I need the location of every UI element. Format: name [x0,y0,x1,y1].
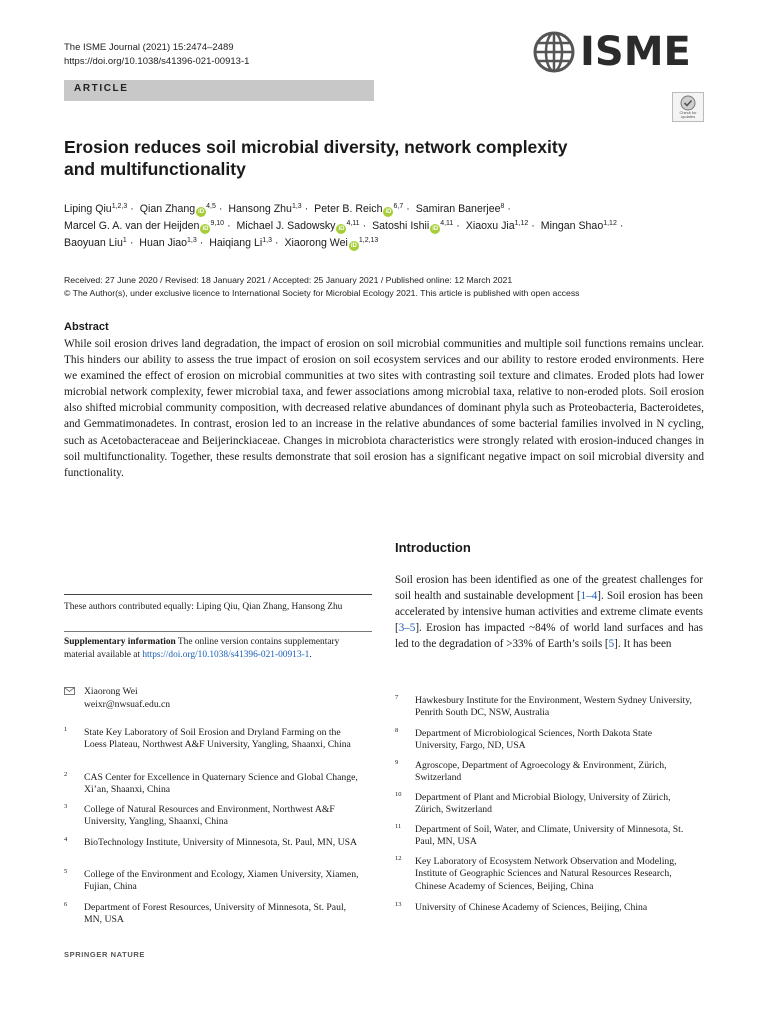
footnote-divider [64,631,372,632]
author[interactable]: Liping Qiu$^{1,2,3}$ [64,203,128,215]
abstract-heading: Abstract [64,321,109,333]
journal-header [64,41,249,69]
orcid-icon[interactable]: iD [338,226,345,232]
author[interactable]: Huan Jiao$^{1,3}$ [139,237,197,249]
correspondence [64,685,372,711]
author-line: Marcel G. A. van der Heijden iD$^{9,10}$ · Michael J. Sadowsky iD$^{4,11}$ · Satoshi Ishii iD$^{4,11}$ · Xiaoxu Jia$^{1,12}$ · Mingan Shao$^{1,12}$ · [64,220,624,232]
author[interactable]: Peter B. Reich iD$^{6,7}$ [314,203,404,215]
orcid-icon[interactable]: iD [202,226,209,232]
affiliation: 8 Department of Microbiological Sciences, North Dakota State University, Fargo, ND, USA [395,727,653,752]
logo-wordmark: ISME [580,29,691,75]
affiliation: 4 BioTechnology Institute, University of Minnesota, St. Paul, MN, USA [64,836,357,848]
author-list [64,201,714,252]
article-doi-link[interactable]: https://doi.org/10.1038/s41396-021-00913-1 [64,56,250,67]
isme-logo[interactable] [532,30,707,74]
corresponding-author: Xiaorong Wei [84,686,138,697]
author[interactable]: Mingan Shao$^{1,12}$ [540,220,617,232]
author[interactable]: Haiqiang Li$^{1,3}$ [209,237,272,249]
author[interactable]: Samiran Banerjee$^8$ [415,203,505,215]
envelope-icon [64,687,75,695]
affiliation: 5 College of the Environment and Ecology, Xiamen University, Xiamen, Fujian, China [64,868,359,893]
author[interactable]: Xiaorong Wei iD$^{1,2,13}$ [284,237,379,249]
orcid-icon[interactable]: iD [432,226,439,232]
journal-citation: The ISME Journal (2021) 15:2474–2489 [64,42,234,53]
affiliation: 7 Hawkesbury Institute for the Environment, Western Sydney University, Penrith South DC, NSW, Australia [395,694,692,719]
supplementary-label: Supplementary information [64,637,176,647]
corresponding-email[interactable]: weixr@nwsuaf.edu.cn [84,699,171,710]
affiliation: 3 College of Natural Resources and Environment, Northwest A&F University, Yangling, Shaanxi, China [64,803,335,828]
affiliation: 11 Department of Soil, Water, and Climate, University of Minnesota, St. Paul, MN, USA [395,823,684,848]
supplementary-link[interactable]: https://doi.org/10.1038/s41396-021-00913-1 [142,649,310,660]
author[interactable]: Satoshi Ishii iD$^{4,11}$ [372,220,454,232]
author[interactable]: Marcel G. A. van der Heijden iD$^{9,10}$ [64,220,225,232]
affiliation: 1 State Key Laboratory of Soil Erosion and Dryland Farming on the Loess Plateau, Northwest A&F University, Yangling, Shaanxi, China [64,726,351,751]
equal-contribution-note: These authors contributed equally: Liping Qiu, Qian Zhang, Hansong Zhu [64,602,343,612]
title-line: and multifunctionality [64,159,246,179]
copyright-line: © The Author(s), under exclusive licence to International Society for Microbial Ecology 2021. This article is published with open access [64,288,580,298]
author[interactable]: Qian Zhang iD$^{4,5}$ [139,203,216,215]
title-line: Erosion reduces soil microbial diversity, network complexity [64,137,568,157]
affiliation: 9 Agroscope, Department of Agroecology & Environment, Zürich, Switzerland [395,759,667,784]
article-title [64,136,664,180]
author[interactable]: Hansong Zhu$^{1,3}$ [228,203,302,215]
author[interactable]: Baoyuan Liu$^1$ [64,237,127,249]
affiliation: 10 Department of Plant and Microbial Biology, University of Zürich, Zürich, Switzerland [395,791,671,816]
article-type-label: ARTICLE [74,83,129,94]
crossmark-label: Check for updates [679,110,697,119]
orcid-icon[interactable]: iD [385,209,392,215]
author-line: Liping Qiu$^{1,2,3}$ · Qian Zhang iD$^{4,5}$ · Hansong Zhu$^{1,3}$ · Peter B. Reich iD$^{6,7}$ · Samiran Banerjee$^8$ · [64,203,511,215]
reference-link[interactable]: 3–5 [398,622,416,635]
publication-dates [64,274,724,300]
affiliation: 12 Key Laboratory of Ecosystem Network Observation and Modeling, Institute of Geographic Sciences and Natural Resources Research, Chinese Academy of Sciences, Beijing, China [395,855,677,892]
reference-link[interactable]: 1–4 [580,590,598,603]
crossmark-icon [680,95,696,111]
abstract-text: While soil erosion drives land degradation, the impact of erosion on soil microbial communities and multiple soil functions remains unclear. This hinders our ability to assess the true impact of erosion on soil ecosystem services and our ability to restore eroded environments. Here we examined the effect of erosion on microbial communities at two sites with contrasting soil texture and climates. Eroded plots had lower microbial network complexity, fewer microbial taxa, and fewer associations among microbial taxa, relative to non-eroded plots. Soil erosion also shifted microbial community composition, with decreased relative abundances of dominant phyla such as Proteobacteria, Bacteroidetes, and Gemmatimonadetes. In contrast, erosion led to an increase in the relative abundances of some bacterial families involved in N cycling, such as Acetobacteraceae and Beijerinckiaceae. Changes in microbiota characteristics were strongly related with erosion-induced changes in soil multifunctionality. Together, these results demonstrate that soil erosion has a significant negative impact on soil microbial diversity and functionality. [64,338,704,479]
author[interactable]: Xiaoxu Jia$^{1,12}$ [465,220,529,232]
globe-icon [532,30,576,74]
supplementary-note: Supplementary information The online version contains supplementary material available at https://doi.org/10.1038/s41396-021-00913-1. [64,637,340,660]
affiliation: 6 Department of Forest Resources, University of Minnesota, St. Paul, MN, USA [64,901,347,926]
author-line: Baoyuan Liu$^1$ · Huan Jiao$^{1,3}$ · Haiqiang Li$^{1,3}$ · Xiaorong Wei iD$^{1,2,13}$ [64,237,379,249]
introduction-text: Soil erosion has been identified as one of the greatest challenges for soil health and sustainable development [1–4]. Soil erosion has been accelerated by intensive human activities and extreme climate events [3–5]. Erosion has impacted ~84% of world land surfaces and has led to the degradation of >33% of Earth’s soils [5]. It has been [395,574,703,651]
springer-nature-logo: SPRINGER NATURE [64,950,145,959]
orcid-icon[interactable]: iD [198,209,205,215]
history-dates: Received: 27 June 2020 / Revised: 18 January 2021 / Accepted: 25 January 2021 / Published online: 12 March 2021 [64,275,513,285]
orcid-icon[interactable]: iD [350,243,357,249]
reference-link[interactable]: 5 [608,638,615,651]
check-for-updates-badge[interactable] [672,92,704,122]
affiliation: 2 CAS Center for Excellence in Quaternary Science and Global Change, Xi’an, Shaanxi, China [64,771,358,796]
author[interactable]: Michael J. Sadowsky iD$^{4,11}$ [236,220,360,232]
introduction-heading: Introduction [395,540,471,555]
affiliation: 13 University of Chinese Academy of Sciences, Beijing, China [395,901,648,913]
article-type-bar [64,80,374,101]
footnote-divider [64,594,372,595]
